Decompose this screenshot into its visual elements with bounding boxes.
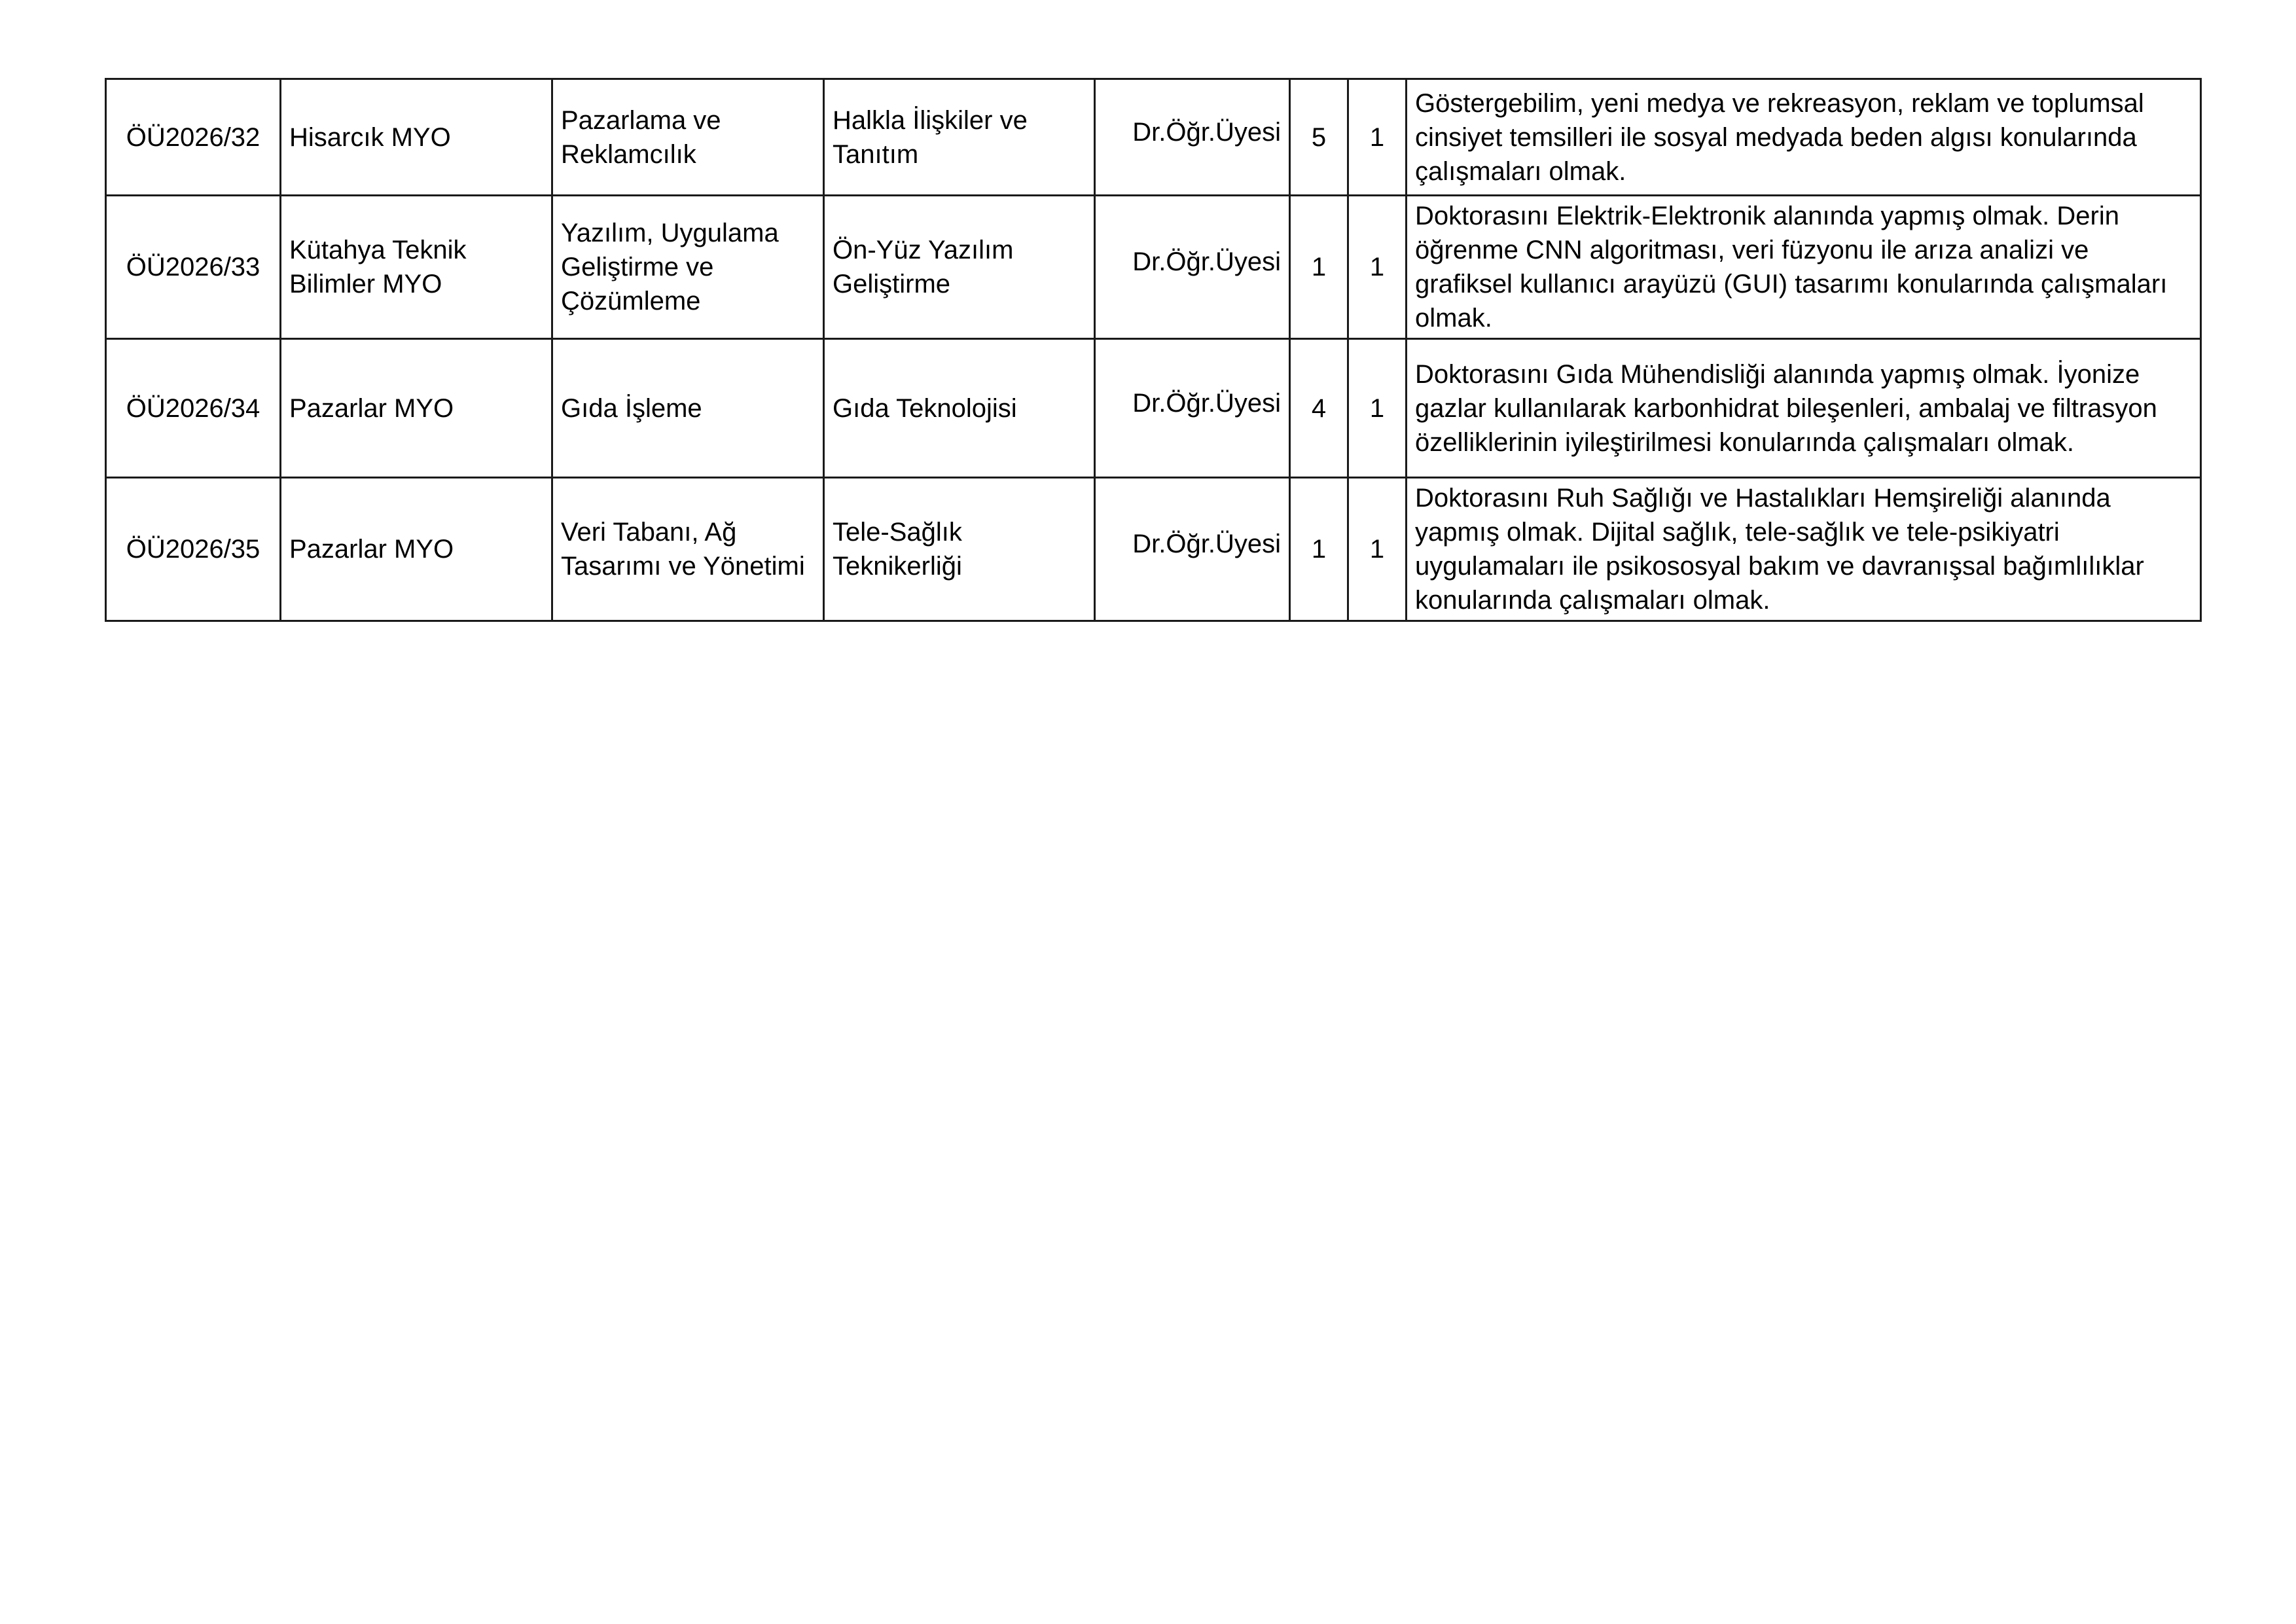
- field-name: Halkla İlişkiler ve Tanıtım: [824, 79, 1095, 196]
- position-code: ÖÜ2026/33: [106, 196, 281, 339]
- program-name: Pazarlama ve Reklamcılık: [552, 79, 824, 196]
- table-row: [106, 79, 2201, 196]
- degree-value: 5: [1290, 79, 1348, 196]
- quota-value: 1: [1348, 79, 1407, 196]
- unit-name: Pazarlar MYO: [281, 478, 552, 621]
- program-name: Gıda İşleme: [552, 339, 824, 478]
- program-name: Veri Tabanı, Ağ Tasarımı ve Yönetimi: [552, 478, 824, 621]
- program-name: Yazılım, Uygulama Geliştirme ve Çözümleme: [552, 196, 824, 339]
- requirement-text: Doktorasını Ruh Sağlığı ve Hastalıkları Hemşireliği alanında yapmış olmak. Dijital sağlık, tele-sağlık ve tele-psikiyatri uygulamaları ile psikososyal bakım ve davranışsal bağımlılıklar konularında çalışmaları olmak.: [1407, 478, 2201, 621]
- requirement-text: Göstergebilim, yeni medya ve rekreasyon, reklam ve toplumsal cinsiyet temsilleri ile sosyal medyada beden algısı konularında çalışmaları olmak.: [1407, 79, 2201, 196]
- academic-title: [1095, 79, 1290, 196]
- academic-title-text: Dr.Öğr.Üyesi: [1132, 247, 1281, 276]
- unit-name: Hisarcık MYO: [281, 79, 552, 196]
- academic-title: [1095, 339, 1290, 478]
- unit-name: Pazarlar MYO: [281, 339, 552, 478]
- table-row: [106, 478, 2201, 621]
- position-code: ÖÜ2026/32: [106, 79, 281, 196]
- quota-value: 1: [1348, 478, 1407, 621]
- requirement-text: Doktorasını Elektrik-Elektronik alanında yapmış olmak. Derin öğrenme CNN algoritması, veri füzyonu ile arıza analizi ve grafiksel kullanıcı arayüzü (GUI) tasarımı konularında çalışmaları olmak.: [1407, 196, 2201, 339]
- requirement-text: Doktorasını Gıda Mühendisliği alanında yapmış olmak. İyonize gazlar kullanılarak karbonhidrat bileşenleri, ambalaj ve filtrasyon özelliklerinin iyileştirilmesi konularında çalışmaları olmak.: [1407, 339, 2201, 478]
- degree-value: 1: [1290, 478, 1348, 621]
- position-table: [105, 78, 2202, 622]
- field-name: Gıda Teknolojisi: [824, 339, 1095, 478]
- unit-name: Kütahya Teknik Bilimler MYO: [281, 196, 552, 339]
- academic-title-text: Dr.Öğr.Üyesi: [1132, 388, 1281, 418]
- position-code: ÖÜ2026/35: [106, 478, 281, 621]
- degree-value: 4: [1290, 339, 1348, 478]
- academic-title: [1095, 196, 1290, 339]
- academic-title-text: Dr.Öğr.Üyesi: [1132, 530, 1281, 558]
- position-code: ÖÜ2026/34: [106, 339, 281, 478]
- academic-title: [1095, 478, 1290, 621]
- table-row: [106, 339, 2201, 478]
- academic-title-text: Dr.Öğr.Üyesi: [1132, 117, 1281, 147]
- field-name: Ön-Yüz Yazılım Geliştirme: [824, 196, 1095, 339]
- quota-value: 1: [1348, 339, 1407, 478]
- degree-value: 1: [1290, 196, 1348, 339]
- field-name: Tele-Sağlık Teknikerliği: [824, 478, 1095, 621]
- table-row: [106, 196, 2201, 339]
- quota-value: 1: [1348, 196, 1407, 339]
